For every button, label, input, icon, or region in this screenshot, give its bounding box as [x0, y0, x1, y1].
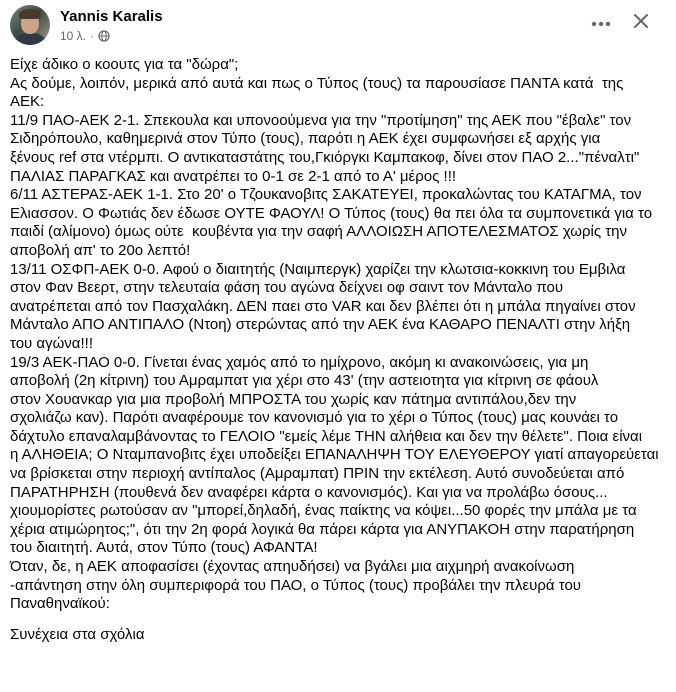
post-line: αποβολή απ' το 20ο λεπτό! — [10, 241, 191, 259]
post-line: 11/9 ΠΑΟ-ΑΕΚ 2-1. Σπεκουλα και υπονοούμενα για την "προτίμηση" της ΑΕΚ που "έβαλε" τον — [10, 111, 632, 129]
post-line: ΑΕΚ: — [10, 93, 45, 111]
post-line: χέρια ατιμώρητος;", ότι την 2η φορά λογικά θα πάρει κάρτα για ΑΝΥΠΑΚΟΗ στην παρατήρηση — [10, 520, 635, 538]
post-line: -απάντηση στην όλη συμπεριφορά του ΠΑΟ, ο Τύπος (τους) προβάλει την πλευρά του — [10, 576, 582, 594]
post-line: στον Χουανκαρ για μια προβολή ΜΠΡΟΣΤΑ του χωρίς καν πάτημα αντιπάλου,δεν την — [10, 390, 577, 408]
post-line: 19/3 ΑΕΚ-ΠΑΟ 0-0. Γίνεται ένας χαμός από το ημίχρονο, ακόμη κι ανακοινώσεις, για μη — [10, 353, 589, 371]
post-line: του αγώνα!!! — [10, 334, 93, 352]
post-header — [0, 0, 676, 55]
meta-separator: · — [90, 29, 95, 43]
post-line: αποβολή (2η κίτρινη) του Αμραμπατ για χέρι στο 43' (την αστειοτητα για κίτρινη σε φάουλ — [10, 372, 599, 390]
post-line: του διαιτητή. Αυτά, στον Τύπο (τους) ΑΦΑΝΤΑ! — [10, 539, 318, 557]
post-line: παιδί (αλίμονο) όμως ούτε κουβέντα για την σαφή ΑΛΛΟΙΩΣΗ ΑΠΟΤΕΛΕΣΜΑΤΟΣ χωρίς την — [10, 223, 628, 241]
post-line: να βρίσκεται στην περιοχή αντίπαλος (Αμραμπατ) ΠΡΙΝ την εκτέλεση. Αυτό συνοδεύεται από — [10, 465, 625, 483]
post-meta — [60, 29, 110, 43]
post-text — [10, 56, 670, 644]
author-name[interactable]: Yannis Karalis — [60, 8, 163, 25]
post-line: δάχτυλο επαναλαμβάνοντας το ΓΕΛΟΙΟ "εμείς λέμε ΤΗΝ αλήθεια και δεν την θέλετε". Ποια είναι — [10, 427, 643, 445]
more-options-button[interactable] — [584, 6, 618, 40]
post-line: Σιδηρόπουλο, καθημερινά στον Τύπο (τους), παρότι η ΑΕΚ έχει συμφωνήσει εξ αρχής για — [10, 130, 601, 148]
post-line: Όταν, δε, η ΑΕΚ αποφασίσει (έχοντας απηυδήσει) να βγάλει μια αιχμηρή ανακοίνωση — [10, 558, 575, 576]
post-line: στον Φαν Βεερτ, στην τελευταία φάση του αγώνα δείχνει οφ σαιντ τον Μάνταλο που — [10, 279, 564, 297]
post-footer: Συνέχεια στα σχόλια — [10, 625, 145, 643]
post-line: Παναθηναϊκού: — [10, 595, 110, 613]
globe-icon[interactable] — [98, 30, 110, 42]
close-icon — [633, 13, 649, 34]
post-line: Μάνταλο ΑΠΟ ΑΝΤΙΠΑΛΟ (Ντοη) στερώντας από την ΑΕΚ ένα ΚΑΘΑΡΟ ΠΕΝΑΛΤΙ στην λήξη — [10, 316, 631, 334]
post-line: η ΑΛΗΘΕΙΑ; Ο Νταμπανοβιτς έχει υποδείξει ΕΠΑΝΑΛΗΨΗ ΤΟΥ ΕΛΕΥΘΕΡΟΥ γιατί απαγορεύεται — [10, 446, 659, 464]
post-line: σχολιάζω καν). Παρότι αναφέρουμε τον κανονισμό για το χέρι ο Τύπος (τους) μας κουνάει το — [10, 409, 619, 427]
post-line: ΠΑΛΙΑΣ ΠΑΡΑΓΚΑΣ και ανατρέπει το 0-1 σε 2-1 από το Α' μέρος !!! — [10, 167, 457, 185]
post-line: ΠΑΡΑΤΗΡΗΣΗ (πουθενά δεν αναφέρει κάρτα ο κανονισμός). Και για να προλάβω όσους... — [10, 483, 608, 501]
post-line: ανατρέπεται από τον Πασχαλάκη. ΔΕΝ παει στο VAR και δεν βλέπει ότι η μπάλα πηγαίνει στον — [10, 297, 636, 315]
close-button[interactable] — [624, 6, 658, 40]
post-line: 6/11 ΑΣΤΕΡΑΣ-ΑΕΚ 1-1. Στο 20' ο Τζουκανοβιτς ΣΑΚΑΤΕΥΕΙ, προκαλώντας του ΚΑΤΑΓΜΑ, τον — [10, 186, 642, 204]
avatar[interactable] — [10, 5, 50, 45]
post-line: χιουμορίστες ρωτούσαν αν "μπορεί,δηλαδή, ένας παίκτης να κόψει...50 φορές την μπάλα με τα — [10, 502, 637, 520]
post-line: Ελιασσον. Ο Φωτιάς δεν έδωσε ΟΥΤΕ ΦΑΟΥΛ! Ο Τύπος (τους) θα πει όλα τα συμπονετικά για το — [10, 204, 653, 222]
post-line: 13/11 ΟΣΦΠ-ΑΕΚ 0-0. Αφού ο διαιτητής (Ναιμπεργκ) χαρίζει την κλωτσια-κοκκινη του Εμβιλα — [10, 260, 626, 278]
post-line: ξένους ref στα ντέρμπι. Ο αντικαταστάτης του,Γκιόργκι Καμπακοφ, δίνει στον ΠΑΟ 2..."πέναλτι" — [10, 148, 640, 166]
post-line: Ας δούμε, λοιπόν, μερικά από αυτά και πως ο Τύπος (τους) τα παρουσίασε ΠΑΝΤΑ κατά της — [10, 74, 624, 92]
post-line: Είχε άδικο ο κοουτς για τα "δώρα"; — [10, 56, 239, 73]
more-horizontal-icon — [591, 14, 611, 32]
post-time[interactable]: 10 λ. — [60, 29, 87, 43]
